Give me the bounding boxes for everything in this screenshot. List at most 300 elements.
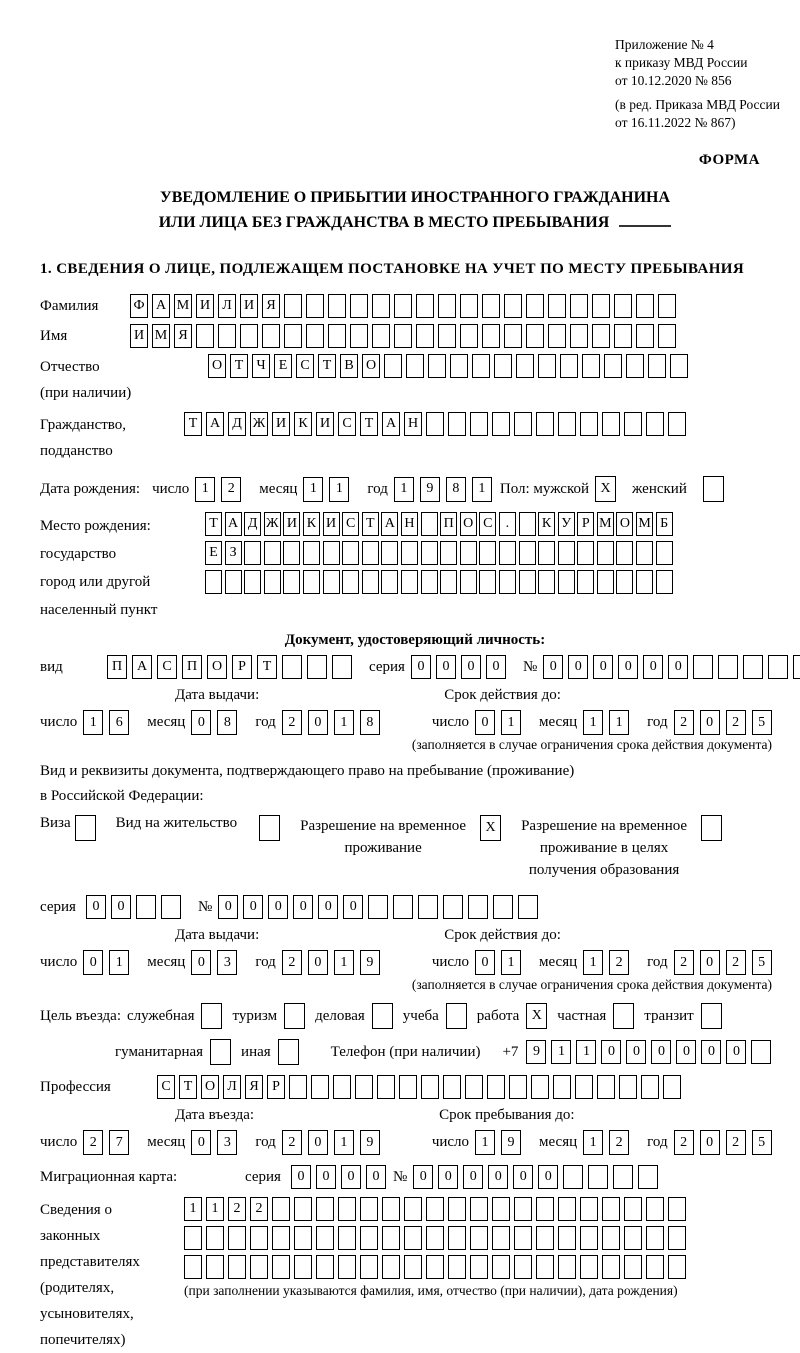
char-box[interactable]	[355, 1075, 373, 1099]
char-box[interactable]	[426, 1255, 444, 1279]
char-box[interactable]: 9	[420, 477, 440, 502]
char-box[interactable]: М	[636, 512, 653, 536]
char-box[interactable]	[494, 354, 512, 378]
char-box[interactable]	[536, 1226, 554, 1250]
char-box[interactable]	[499, 570, 516, 594]
char-box[interactable]	[360, 1226, 378, 1250]
char-box[interactable]	[465, 1075, 483, 1099]
char-box[interactable]: 0	[111, 895, 131, 919]
char-box[interactable]	[184, 1226, 202, 1250]
char-box[interactable]	[558, 412, 576, 436]
char-box[interactable]: К	[538, 512, 555, 536]
char-box[interactable]	[278, 1039, 299, 1065]
char-box[interactable]	[338, 1226, 356, 1250]
char-box[interactable]: О	[616, 512, 633, 536]
char-box[interactable]	[382, 1197, 400, 1221]
char-box[interactable]: 1	[501, 950, 521, 975]
char-box[interactable]	[518, 895, 538, 919]
char-box[interactable]: Р	[267, 1075, 285, 1099]
char-box[interactable]	[793, 655, 800, 679]
char-box[interactable]: 0	[726, 1040, 746, 1064]
char-box[interactable]: X	[480, 815, 501, 841]
char-box[interactable]	[470, 412, 488, 436]
char-box[interactable]	[514, 1255, 532, 1279]
char-box[interactable]	[303, 570, 320, 594]
char-box[interactable]	[668, 412, 686, 436]
char-box[interactable]: 0	[626, 1040, 646, 1064]
char-box[interactable]	[613, 1003, 634, 1029]
char-box[interactable]: Л	[223, 1075, 241, 1099]
char-box[interactable]: X	[595, 476, 616, 502]
char-box[interactable]	[311, 1075, 329, 1099]
char-box[interactable]: 5	[752, 1130, 772, 1155]
char-box[interactable]: 0	[700, 1130, 720, 1155]
char-box[interactable]	[602, 1255, 620, 1279]
char-box[interactable]	[401, 570, 418, 594]
char-box[interactable]: К	[294, 412, 312, 436]
char-box[interactable]	[306, 294, 324, 318]
char-box[interactable]	[548, 324, 566, 348]
char-box[interactable]	[592, 324, 610, 348]
char-box[interactable]: 2	[221, 477, 241, 502]
char-box[interactable]	[283, 541, 300, 565]
char-box[interactable]	[536, 1197, 554, 1221]
char-box[interactable]: 0	[436, 655, 456, 679]
char-box[interactable]	[384, 354, 402, 378]
char-box[interactable]: К	[303, 512, 320, 536]
char-box[interactable]	[381, 570, 398, 594]
char-box[interactable]: 1	[583, 950, 603, 975]
char-box[interactable]: 0	[86, 895, 106, 919]
char-box[interactable]	[360, 1255, 378, 1279]
char-box[interactable]: 0	[318, 895, 338, 919]
char-box[interactable]	[450, 354, 468, 378]
char-box[interactable]: 1	[334, 710, 354, 735]
char-box[interactable]: 9	[360, 950, 380, 975]
char-box[interactable]	[638, 1165, 658, 1189]
char-box[interactable]	[614, 324, 632, 348]
char-box[interactable]: М	[174, 294, 192, 318]
char-box[interactable]: 0	[438, 1165, 458, 1189]
char-box[interactable]	[536, 1255, 554, 1279]
char-box[interactable]	[597, 541, 614, 565]
char-box[interactable]	[421, 541, 438, 565]
char-box[interactable]: 1	[609, 710, 629, 735]
char-box[interactable]: 0	[463, 1165, 483, 1189]
char-box[interactable]	[440, 541, 457, 565]
char-box[interactable]	[558, 570, 575, 594]
char-box[interactable]	[538, 354, 556, 378]
char-box[interactable]	[399, 1075, 417, 1099]
char-box[interactable]	[693, 655, 713, 679]
char-box[interactable]	[421, 1075, 439, 1099]
char-box[interactable]	[519, 541, 536, 565]
char-box[interactable]: Т	[257, 655, 277, 679]
char-box[interactable]	[470, 1255, 488, 1279]
char-box[interactable]: 0	[83, 950, 103, 975]
char-box[interactable]	[201, 1003, 222, 1029]
char-box[interactable]	[289, 1075, 307, 1099]
char-box[interactable]: Т	[179, 1075, 197, 1099]
char-box[interactable]: Ч	[252, 354, 270, 378]
char-box[interactable]: Я	[174, 324, 192, 348]
char-box[interactable]	[751, 1040, 771, 1064]
char-box[interactable]	[206, 1226, 224, 1250]
char-box[interactable]	[418, 895, 438, 919]
char-box[interactable]	[404, 1255, 422, 1279]
char-box[interactable]	[558, 1197, 576, 1221]
char-box[interactable]	[250, 1226, 268, 1250]
char-box[interactable]: О	[208, 354, 226, 378]
char-box[interactable]	[460, 294, 478, 318]
char-box[interactable]: 1	[206, 1197, 224, 1221]
char-box[interactable]: 0	[268, 895, 288, 919]
char-box[interactable]: 0	[366, 1165, 386, 1189]
char-box[interactable]	[460, 324, 478, 348]
char-box[interactable]: Ф	[130, 294, 148, 318]
char-box[interactable]: 0	[413, 1165, 433, 1189]
char-box[interactable]: 2	[726, 710, 746, 735]
char-box[interactable]	[558, 1226, 576, 1250]
char-box[interactable]	[570, 294, 588, 318]
char-box[interactable]	[272, 1226, 290, 1250]
char-box[interactable]	[316, 1226, 334, 1250]
char-box[interactable]	[205, 570, 222, 594]
char-box[interactable]: С	[296, 354, 314, 378]
char-box[interactable]	[516, 354, 534, 378]
char-box[interactable]	[743, 655, 763, 679]
char-box[interactable]	[499, 541, 516, 565]
char-box[interactable]	[636, 294, 654, 318]
char-box[interactable]	[548, 294, 566, 318]
char-box[interactable]	[426, 1226, 444, 1250]
char-box[interactable]	[228, 1226, 246, 1250]
char-box[interactable]	[597, 570, 614, 594]
char-box[interactable]	[636, 541, 653, 565]
char-box[interactable]	[196, 324, 214, 348]
char-box[interactable]	[283, 570, 300, 594]
char-box[interactable]: 0	[601, 1040, 621, 1064]
char-box[interactable]	[448, 1197, 466, 1221]
char-box[interactable]	[580, 1197, 598, 1221]
char-box[interactable]: 0	[293, 895, 313, 919]
char-box[interactable]: Е	[274, 354, 292, 378]
char-box[interactable]: 0	[191, 710, 211, 735]
char-box[interactable]	[626, 354, 644, 378]
char-box[interactable]: 1	[475, 1130, 495, 1155]
char-box[interactable]: Л	[218, 294, 236, 318]
char-box[interactable]	[487, 1075, 505, 1099]
char-box[interactable]	[493, 895, 513, 919]
char-box[interactable]	[597, 1075, 615, 1099]
char-box[interactable]: 2	[282, 950, 302, 975]
char-box[interactable]	[646, 1255, 664, 1279]
char-box[interactable]	[328, 294, 346, 318]
char-box[interactable]: 1	[334, 1130, 354, 1155]
char-box[interactable]: 0	[488, 1165, 508, 1189]
char-box[interactable]: О	[207, 655, 227, 679]
char-box[interactable]: 1	[551, 1040, 571, 1064]
char-box[interactable]	[282, 655, 302, 679]
char-box[interactable]: Т	[205, 512, 222, 536]
char-box[interactable]: А	[225, 512, 242, 536]
char-box[interactable]	[538, 570, 555, 594]
char-box[interactable]	[553, 1075, 571, 1099]
char-box[interactable]	[577, 570, 594, 594]
char-box[interactable]	[701, 815, 722, 841]
char-box[interactable]: 0	[411, 655, 431, 679]
char-box[interactable]	[460, 570, 477, 594]
char-box[interactable]	[421, 570, 438, 594]
char-box[interactable]	[668, 1226, 686, 1250]
char-box[interactable]	[284, 294, 302, 318]
char-box[interactable]	[468, 895, 488, 919]
char-box[interactable]	[560, 354, 578, 378]
char-box[interactable]	[184, 1255, 202, 1279]
char-box[interactable]: 3	[217, 1130, 237, 1155]
char-box[interactable]	[470, 1197, 488, 1221]
char-box[interactable]: 5	[752, 950, 772, 975]
char-box[interactable]: Н	[404, 412, 422, 436]
char-box[interactable]	[382, 1255, 400, 1279]
char-box[interactable]: О	[460, 512, 477, 536]
char-box[interactable]: Р	[577, 512, 594, 536]
char-box[interactable]	[294, 1197, 312, 1221]
char-box[interactable]	[272, 1197, 290, 1221]
char-box[interactable]: Т	[360, 412, 378, 436]
char-box[interactable]	[670, 354, 688, 378]
char-box[interactable]	[446, 1003, 467, 1029]
char-box[interactable]: 0	[700, 950, 720, 975]
char-box[interactable]: О	[201, 1075, 219, 1099]
char-box[interactable]	[558, 1255, 576, 1279]
char-box[interactable]	[272, 1255, 290, 1279]
char-box[interactable]: С	[342, 512, 359, 536]
char-box[interactable]: 0	[643, 655, 663, 679]
char-box[interactable]	[580, 412, 598, 436]
char-box[interactable]	[338, 1197, 356, 1221]
char-box[interactable]	[479, 541, 496, 565]
char-box[interactable]: Р	[232, 655, 252, 679]
char-box[interactable]	[656, 570, 673, 594]
char-box[interactable]: П	[182, 655, 202, 679]
char-box[interactable]	[338, 1255, 356, 1279]
char-box[interactable]	[636, 324, 654, 348]
char-box[interactable]	[381, 541, 398, 565]
char-box[interactable]	[350, 324, 368, 348]
char-box[interactable]	[206, 1255, 224, 1279]
char-box[interactable]: 0	[191, 1130, 211, 1155]
char-box[interactable]: С	[157, 655, 177, 679]
char-box[interactable]	[658, 294, 676, 318]
char-box[interactable]	[316, 1255, 334, 1279]
char-box[interactable]	[580, 1255, 598, 1279]
char-box[interactable]	[514, 412, 532, 436]
char-box[interactable]	[482, 294, 500, 318]
char-box[interactable]: 0	[308, 710, 328, 735]
char-box[interactable]: 8	[217, 710, 237, 735]
char-box[interactable]	[531, 1075, 549, 1099]
char-box[interactable]: И	[323, 512, 340, 536]
char-box[interactable]	[492, 412, 510, 436]
char-box[interactable]: С	[479, 512, 496, 536]
char-box[interactable]: И	[316, 412, 334, 436]
char-box[interactable]	[284, 324, 302, 348]
char-box[interactable]	[492, 1255, 510, 1279]
char-box[interactable]: 1	[501, 710, 521, 735]
char-box[interactable]	[624, 1255, 642, 1279]
char-box[interactable]: А	[206, 412, 224, 436]
char-box[interactable]	[616, 541, 633, 565]
char-box[interactable]: П	[107, 655, 127, 679]
char-box[interactable]: 7	[109, 1130, 129, 1155]
char-box[interactable]: 1	[303, 477, 323, 502]
char-box[interactable]: 8	[360, 710, 380, 735]
char-box[interactable]	[558, 541, 575, 565]
char-box[interactable]: И	[130, 324, 148, 348]
char-box[interactable]	[588, 1165, 608, 1189]
char-box[interactable]	[646, 412, 664, 436]
char-box[interactable]	[641, 1075, 659, 1099]
char-box[interactable]: Д	[244, 512, 261, 536]
char-box[interactable]	[624, 412, 642, 436]
char-box[interactable]	[563, 1165, 583, 1189]
char-box[interactable]: 1	[195, 477, 215, 502]
char-box[interactable]	[404, 1226, 422, 1250]
char-box[interactable]: 1	[394, 477, 414, 502]
char-box[interactable]	[703, 476, 724, 502]
char-box[interactable]	[244, 570, 261, 594]
char-box[interactable]: 2	[726, 1130, 746, 1155]
char-box[interactable]: Т	[184, 412, 202, 436]
char-box[interactable]	[768, 655, 788, 679]
char-box[interactable]: 0	[461, 655, 481, 679]
char-box[interactable]: Т	[362, 512, 379, 536]
char-box[interactable]	[472, 354, 490, 378]
char-box[interactable]: 9	[501, 1130, 521, 1155]
char-box[interactable]: 2	[282, 710, 302, 735]
char-box[interactable]	[303, 541, 320, 565]
char-box[interactable]	[514, 1197, 532, 1221]
char-box[interactable]: 0	[316, 1165, 336, 1189]
char-box[interactable]	[225, 570, 242, 594]
char-box[interactable]: 8	[446, 477, 466, 502]
char-box[interactable]	[613, 1165, 633, 1189]
char-box[interactable]: .	[499, 512, 516, 536]
char-box[interactable]	[636, 570, 653, 594]
char-box[interactable]	[514, 1226, 532, 1250]
char-box[interactable]	[421, 512, 438, 536]
char-box[interactable]	[592, 294, 610, 318]
char-box[interactable]	[377, 1075, 395, 1099]
char-box[interactable]	[538, 541, 555, 565]
char-box[interactable]	[426, 412, 444, 436]
char-box[interactable]	[264, 570, 281, 594]
char-box[interactable]	[416, 324, 434, 348]
char-box[interactable]	[646, 1226, 664, 1250]
char-box[interactable]: 6	[109, 710, 129, 735]
char-box[interactable]	[262, 324, 280, 348]
char-box[interactable]: И	[196, 294, 214, 318]
char-box[interactable]: 0	[343, 895, 363, 919]
char-box[interactable]	[448, 412, 466, 436]
char-box[interactable]	[259, 815, 280, 841]
char-box[interactable]: З	[225, 541, 242, 565]
char-box[interactable]	[228, 1255, 246, 1279]
char-box[interactable]	[362, 570, 379, 594]
char-box[interactable]	[382, 1226, 400, 1250]
char-box[interactable]	[406, 354, 424, 378]
char-box[interactable]: 1	[576, 1040, 596, 1064]
char-box[interactable]	[210, 1039, 231, 1065]
char-box[interactable]	[492, 1197, 510, 1221]
char-box[interactable]	[570, 324, 588, 348]
char-box[interactable]	[616, 570, 633, 594]
char-box[interactable]: 0	[308, 950, 328, 975]
char-box[interactable]: 9	[360, 1130, 380, 1155]
char-box[interactable]	[470, 1226, 488, 1250]
char-box[interactable]	[604, 354, 622, 378]
char-box[interactable]: Ж	[250, 412, 268, 436]
char-box[interactable]: 0	[475, 710, 495, 735]
char-box[interactable]: 0	[218, 895, 238, 919]
char-box[interactable]: 2	[674, 1130, 694, 1155]
char-box[interactable]	[333, 1075, 351, 1099]
char-box[interactable]: 0	[700, 710, 720, 735]
char-box[interactable]	[619, 1075, 637, 1099]
char-box[interactable]: А	[381, 512, 398, 536]
char-box[interactable]	[328, 324, 346, 348]
char-box[interactable]: У	[558, 512, 575, 536]
char-box[interactable]: А	[382, 412, 400, 436]
char-box[interactable]	[75, 815, 96, 841]
char-box[interactable]	[658, 324, 676, 348]
char-box[interactable]	[250, 1255, 268, 1279]
char-box[interactable]	[244, 541, 261, 565]
char-box[interactable]: 5	[752, 710, 772, 735]
char-box[interactable]: X	[526, 1003, 547, 1029]
char-box[interactable]	[492, 1226, 510, 1250]
char-box[interactable]: 0	[486, 655, 506, 679]
char-box[interactable]: 0	[568, 655, 588, 679]
char-box[interactable]: 0	[651, 1040, 671, 1064]
char-box[interactable]	[526, 324, 544, 348]
char-box[interactable]	[443, 1075, 461, 1099]
char-box[interactable]	[362, 541, 379, 565]
char-box[interactable]: 0	[543, 655, 563, 679]
char-box[interactable]	[438, 294, 456, 318]
char-box[interactable]: С	[338, 412, 356, 436]
char-box[interactable]	[624, 1197, 642, 1221]
char-box[interactable]	[656, 541, 673, 565]
char-box[interactable]	[668, 1197, 686, 1221]
char-box[interactable]: 1	[83, 710, 103, 735]
char-box[interactable]: И	[240, 294, 258, 318]
char-box[interactable]	[342, 570, 359, 594]
char-box[interactable]	[218, 324, 236, 348]
char-box[interactable]: 2	[250, 1197, 268, 1221]
char-box[interactable]: М	[152, 324, 170, 348]
char-box[interactable]	[519, 570, 536, 594]
char-box[interactable]	[284, 1003, 305, 1029]
char-box[interactable]: П	[440, 512, 457, 536]
char-box[interactable]: 1	[583, 710, 603, 735]
char-box[interactable]	[440, 570, 457, 594]
char-box[interactable]: С	[157, 1075, 175, 1099]
char-box[interactable]	[264, 541, 281, 565]
char-box[interactable]	[372, 294, 390, 318]
char-box[interactable]	[509, 1075, 527, 1099]
